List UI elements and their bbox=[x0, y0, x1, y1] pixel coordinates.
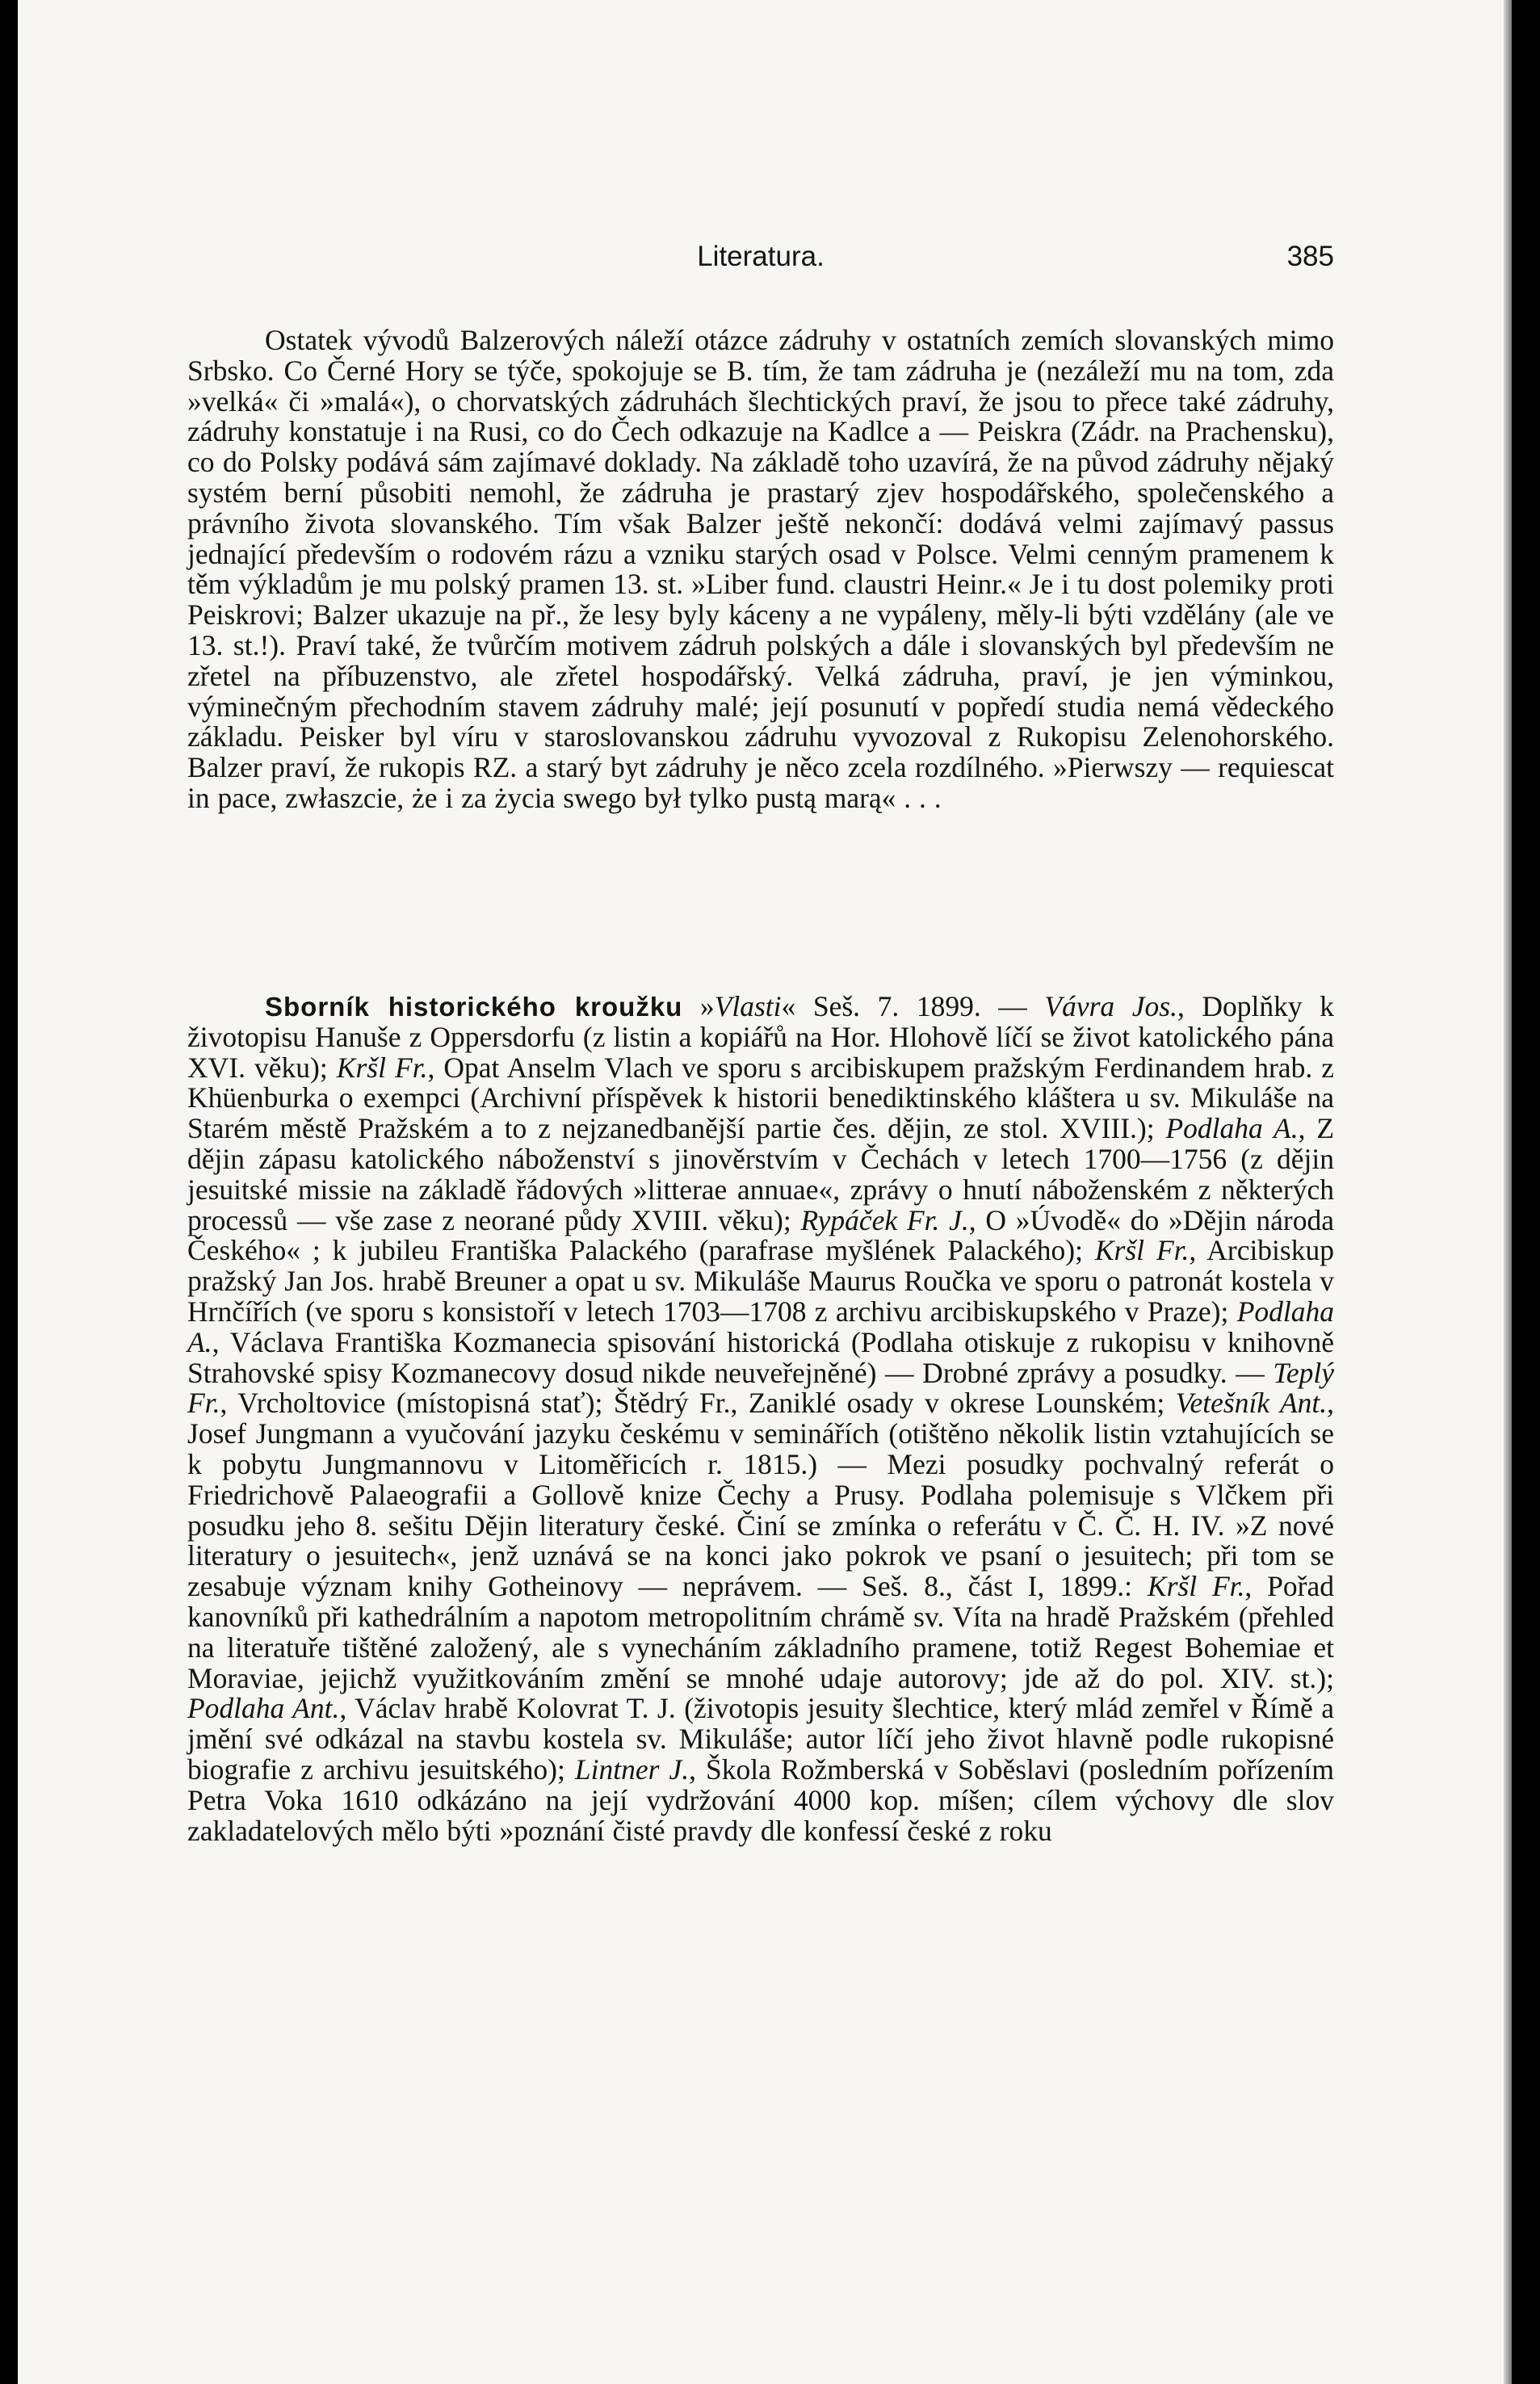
page-edge-shadow bbox=[1504, 0, 1512, 2384]
paragraph-text: Ostatek vývodů Balzerových náleží otázce zádruhy v ostatních zemích slovanských mimo Srbsko. Co Černé Hory se týče, spokojuje se B. tím, že tam zádruha je (nezáleží mu na tom, zda »velká« či »malá«), o chorvatských zádruhách šlechtických praví, že jsou to přece také zádruhy, zádruhy konstatuje i na Rusi, co do Čech odkazuje na Kadlce a — Peiskra (Zádr. na Prachensku), co do Polsky podává sám zajímavé doklady. Na základě toho uzavírá, že na původ zádruhy nějaký systém berní působiti nemohl, že zádruha je prastarý zjev hospodářského, společenského a právního života slovanského. Tím však Balzer ještě nekončí: dodává velmi zajímavý passus jednající především o rodovém rázu a vzniku starých osad v Polsce. Velmi cenným pramenem k těm výkladům je mu polský pramen 13. st. »Liber fund. claustri Heinr.« Je i tu dost polemiky proti Peiskrovi; Balzer ukazuje na př., že lesy byly káceny a ne vypáleny, měly-li býti vzdělány (ale ve 13. st.!). Praví také, že tvůrčím motivem zádruh polských a dále i slovanských byl především ne zřetel na příbuzenstvo, ale zřetel hospodářský. Velká zádruha, praví, je jen výminkou, výminečným přechodním stavem zádruhy malé; její posunutí v popředí studia nemá vědeckého základu. Peisker byl víru v staroslovanskou zádruhu vyvozoval z Rukopisu Zelenohorského. Balzer praví, že rukopis RZ. a starý byt zádruhy je něco zcela rozdílného. »Pierwszy — requiescat in pace, zwłaszcie, że i za życia swego był tylko pustą marą« . . . bbox=[187, 324, 1334, 814]
paragraph-balzer-review bbox=[187, 325, 1334, 814]
author-name: Kršl Fr. bbox=[1094, 1234, 1190, 1267]
paragraph-sbornik-review bbox=[187, 992, 1334, 1846]
text-segment: , Opat Anselm Vlach ve sporu s arcibiskupem pražským Ferdinandem hrab. z Khüenburka o exempci (Archivní příspěvek k historii benediktinského kláštera u sv. Mikuláše na Starém městě Pražském a to z nejzanedbanější partie čes. dějin, ze stol. XVIII.); bbox=[187, 1051, 1334, 1145]
text-segment: , Arcibiskup pražský Jan Jos. hrabě Breuner a opat u sv. Mikuláše Maurus Roučka ve sporu o patronát kostela v Hrnčířích (ve sporu s konsistoří v letech 1703—1708 z archivu arcibiskupského v Praze); bbox=[187, 1234, 1334, 1328]
paragraph-text bbox=[187, 992, 1334, 1846]
author-name: Vetešník Ant. bbox=[1175, 1387, 1328, 1420]
page-number: 385 bbox=[1286, 241, 1334, 272]
journal-title: Vlasti bbox=[714, 990, 782, 1022]
author-name: Podlaha A. bbox=[1165, 1112, 1299, 1145]
text-segment: , Václav hrabě Kolovrat T. J. (životopis jesuity šlechtice, který mlád zemřel v Římě a jmění své odkázal na stavbu kostela sv. Mikuláše; autor líčí jeho život hlavně podle rukopisné biografie z archivu jesuitského); bbox=[187, 1692, 1334, 1786]
author-name: Rypáček Fr. J. bbox=[800, 1203, 969, 1236]
text-segment: » bbox=[682, 990, 715, 1022]
text-segment: « Seš. 7. 1899. — bbox=[781, 990, 1045, 1022]
text-segment: , Josef Jungmann a vyučování jazyku českému v seminářích (otištěno několik listin vztahujících se k pobytu Jungmannovu v Litoměřicích r. 1815.) — Mezi posudky pochvalný referát o Friedrichově Palaeografii a Gollově knize Čechy a Prusy. Podlaha polemisuje s Vlčkem při posudku jeho 8. sešitu Dějin literatury české. Činí se zmínka o referátu v Č. Č. H. IV. »Z nové literatury o jesuitech«, jenž uznává se na konci jako pokrok ve psaní o jesuitech; při tom se zesabuje význam knihy Gotheinovy — neprávem. — Seš. 8., část I, 1899.: bbox=[187, 1387, 1335, 1603]
section-title: Sborník historického kroužku bbox=[265, 992, 683, 1022]
author-name: Vávra Jos. bbox=[1044, 990, 1177, 1022]
running-head: Literatura. bbox=[697, 241, 825, 272]
author-name: Teplý Fr. bbox=[187, 1356, 1334, 1420]
page-header bbox=[187, 241, 1334, 281]
text-segment: , Škola Rožmberská v Soběslavi (posledním pořízením Petra Voka 1610 odkázáno na její vydržování 4000 kop. míšen; cílem výchovy dle slov zakladatelových mělo býti »poznání čisté pravdy dle konfessí české z roku bbox=[187, 1752, 1334, 1847]
author-name: Kršl Fr. bbox=[1147, 1570, 1245, 1603]
author-name: Lintner J. bbox=[574, 1752, 690, 1786]
author-name: Kršl Fr. bbox=[336, 1051, 428, 1084]
text-segment: , Z dějin zápasu katolického náboženství s jinověrstvím v Čechách v letech 1700—1756 (z dějin jesuitské missie na základě řádových »litterae annuae«, zprávy o hnutí náboženském z některých processů — vše zase z neorané půdy XVIII. věku); bbox=[187, 1112, 1335, 1236]
text-segment: , Václava Františka Kozmanecia spisování historická (Podlaha otiskuje z rukopisu v knihovně Strahovské spisy Kozmanecovy dosud nikde neuveřejněné) — Drobné zprávy a posudky. — bbox=[187, 1325, 1334, 1389]
text-segment: , Doplňky k životopisu Hanuše z Oppersdorfu (z listin a kopiářů na Hor. Hlohově líčí se život katolického pána XVI. věku); bbox=[187, 990, 1334, 1084]
book-page bbox=[18, 0, 1512, 2384]
text-segment: , Pořad kanovníků při kathedrálním a napotom metropolitním chrámě sv. Víta na hradě Pražském (přehled na literatuře tištěné založený, ale s vynecháním základního pramene, totiž Regest Bohemiae et Moraviae, jejichž využitkováním změní se mnohé udaje autorovy; jde až do pol. XIV. st.); bbox=[187, 1570, 1334, 1694]
text-segment: , O »Úvodě« do »Dějin národa Českého« ; k jubileu Františka Palackého (parafrase myšlének Palackého); bbox=[187, 1203, 1334, 1267]
author-name: Podlaha Ant. bbox=[187, 1692, 340, 1725]
text-segment: , Vrcholtovice (místopisná stať); Štědrý Fr., Zaniklé osady v okrese Lounském; bbox=[220, 1387, 1176, 1420]
author-name: Podlaha A. bbox=[187, 1295, 1334, 1358]
